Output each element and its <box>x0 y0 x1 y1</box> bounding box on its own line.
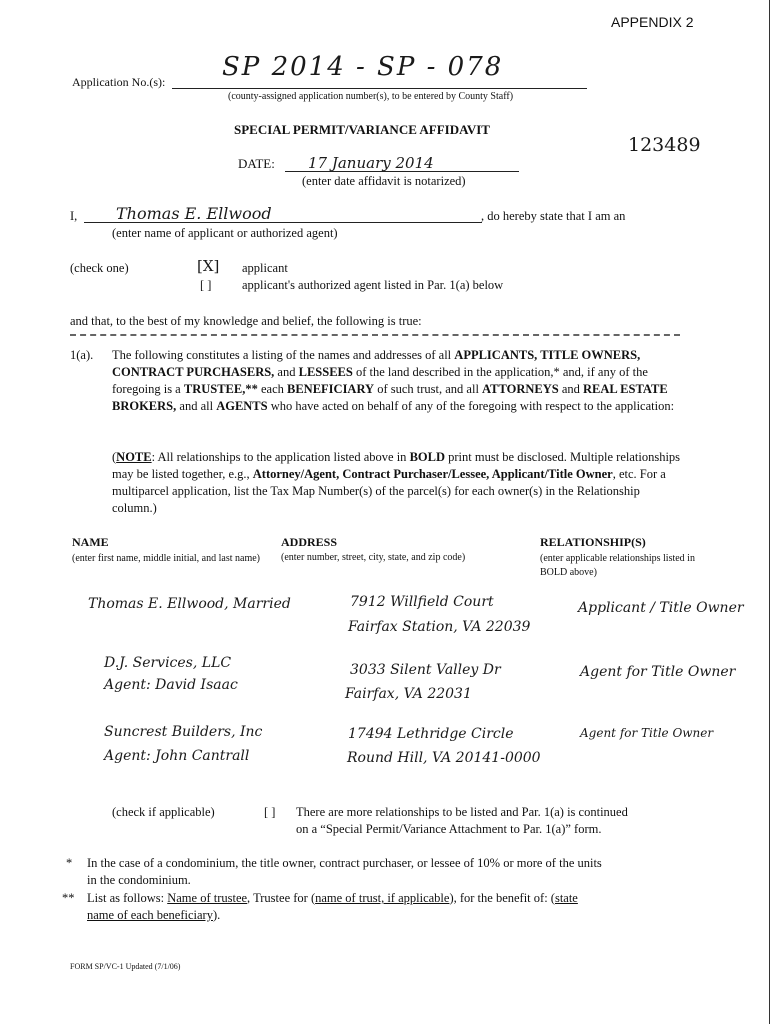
application-label: Application No.(s): <box>72 75 166 89</box>
form-id: FORM SP/VC-1 Updated (7/1/06) <box>70 962 181 971</box>
appendix-label: APPENDIX 2 <box>611 14 694 30</box>
check-one-label: (check one) <box>70 261 129 275</box>
entry-2-address-line1: 3033 Silent Valley Dr <box>350 662 501 678</box>
application-number: SP 2014 - SP - 078 <box>222 52 504 82</box>
entry-1-address-line2: Fairfax Station, VA 22039 <box>348 619 531 635</box>
entry-3-agent: Agent: John Cantrall <box>104 748 250 764</box>
applicant-checkbox[interactable]: [X] <box>197 257 220 275</box>
belief-statement: and that, to the best of my knowledge and belief, the following is true: <box>70 314 422 328</box>
check-if-applicable-label: (check if applicable) <box>112 805 215 819</box>
par-1a-text: The following constitutes a listing of the names and addresses of all APPLICANTS, TITLE OWNERS, CONTRACT PURCHASERS, and LESSEES of the land described in the application,* and, if any of the foregoing is a TRUSTEE,** each BENEFICIARY of such trust, and all ATTORNEYS and REAL ESTATE BROKERS, and all AGENTS who have acted on behalf of any of the foregoing with respect to the application: <box>112 348 675 413</box>
continued-text-line1: There are more relationships to be listed and Par. 1(a) is continued <box>296 805 628 819</box>
applicant-option-label: applicant <box>242 261 288 275</box>
entry-1-relationship: Applicant / Title Owner <box>578 600 744 616</box>
footnote-1-mark: * <box>66 856 73 870</box>
declarant-prefix: I, <box>70 209 78 223</box>
date-value: 17 January 2014 <box>308 154 434 172</box>
entry-1-address-line1: 7912 Willfield Court <box>350 594 494 610</box>
declarant-suffix: , do hereby state that I am an <box>481 209 626 223</box>
entry-2-agent: Agent: David Isaac <box>104 677 238 693</box>
footnote-2-line1: List as follows: Name of trustee, Trustee for (name of trust, if applicable), for the benefit of: (state <box>87 891 578 905</box>
par-1a-number: 1(a). <box>70 348 94 362</box>
date-label: DATE: <box>238 156 275 171</box>
relationship-column-header: RELATIONSHIP(S) <box>540 535 646 549</box>
section-divider <box>70 334 680 336</box>
entry-2-address-line2: Fairfax, VA 22031 <box>345 686 472 702</box>
entry-2-relationship: Agent for Title Owner <box>580 664 736 680</box>
continued-text-line2: on a “Special Permit/Variance Attachment to Par. 1(a)” form. <box>296 822 602 836</box>
entry-1-name: Thomas E. Ellwood, Married <box>88 596 291 612</box>
agent-checkbox[interactable]: [ ] <box>200 278 212 292</box>
entry-2-name: D.J. Services, LLC <box>104 655 232 671</box>
address-column-header: ADDRESS <box>281 535 338 549</box>
application-line <box>172 88 587 89</box>
par-1a-note: (NOTE: All relationships to the application listed above in BOLD print must be disclosed. Multiple relationships may be listed together, e.g., Attorney/Agent, Contract Purchaser/Lessee, Applicant/Title Owner, etc. For a multiparcel application, list the Tax Map Number(s) of the parcel(s) for each owner(s) in the Relationship column.) <box>112 450 681 515</box>
footnote-2-line2: name of each beneficiary). <box>87 908 221 922</box>
name-column-header: NAME <box>72 535 109 549</box>
name-column-note: (enter first name, middle initial, and last name) <box>72 553 260 564</box>
continued-checkbox[interactable]: [ ] <box>264 805 276 819</box>
footnote-2-mark: ** <box>62 891 75 905</box>
entry-3-address-line1: 17494 Lethridge Circle <box>348 726 514 742</box>
date-note: (enter date affidavit is notarized) <box>302 174 466 188</box>
address-column-note: (enter number, street, city, state, and zip code) <box>281 552 466 563</box>
agent-option-label: applicant's authorized agent listed in Par. 1(a) below <box>242 278 504 292</box>
stamp-number: 123489 <box>628 134 701 156</box>
entry-3-address-line2: Round Hill, VA 20141-0000 <box>347 750 541 766</box>
entry-3-name: Suncrest Builders, Inc <box>104 724 263 740</box>
relationship-column-note: (enter applicable relationships listed in BOLD above) <box>540 553 695 578</box>
declarant-name: Thomas E. Ellwood <box>116 204 272 223</box>
affidavit-title: SPECIAL PERMIT/VARIANCE AFFIDAVIT <box>234 122 490 137</box>
entry-3-relationship: Agent for Title Owner <box>580 726 714 740</box>
application-note: (county-assigned application number(s), to be entered by County Staff) <box>228 91 514 102</box>
footnote-1-line1: In the case of a condominium, the title owner, contract purchaser, or lessee of 10% or more of the units <box>87 856 602 870</box>
declarant-note: (enter name of applicant or authorized agent) <box>112 226 338 240</box>
footnote-1-line2: in the condominium. <box>87 873 191 887</box>
